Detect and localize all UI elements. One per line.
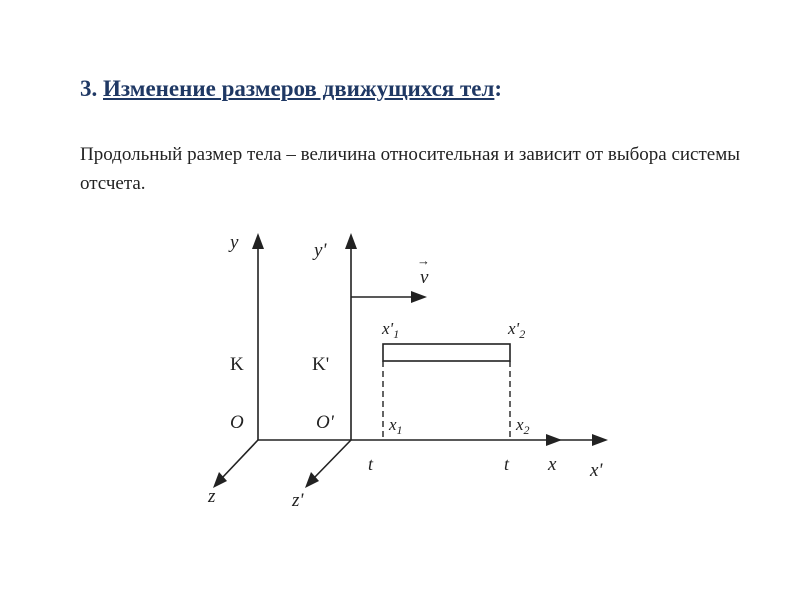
k-origin-label: O	[230, 412, 244, 433]
k-prime-z-label: z'	[292, 490, 304, 511]
velocity-arrowhead	[411, 291, 427, 303]
k-prime-y-label: y'	[314, 240, 327, 261]
k-y-label: y	[230, 232, 239, 253]
rod-top-left-label: $x'_1$	[382, 319, 400, 341]
k-prime-z-axis	[314, 440, 351, 478]
moving-rod	[383, 344, 510, 361]
title-text: Изменение размеров движущихся тел	[103, 76, 495, 101]
rod-bottom-right-label: $x_2$	[516, 415, 530, 437]
x-axis-label: x	[548, 454, 557, 475]
velocity-arrow-over: →	[417, 253, 430, 268]
k-prime-frame-label: K'	[312, 354, 330, 375]
rod-bottom-left-label: $x_1$	[389, 415, 403, 437]
title-number: 3.	[80, 76, 98, 101]
x-arrowhead	[546, 434, 562, 446]
k-y-arrowhead	[252, 233, 264, 249]
title-suffix: :	[494, 76, 503, 101]
body-text: Продольный размер тела – величина относительная и зависит от выбора системы отсчета.	[80, 144, 740, 194]
rod-top-right-label: $x'_2$	[508, 319, 526, 341]
time-label-left: t	[368, 454, 374, 474]
k-frame-label: K	[230, 354, 244, 375]
velocity-label: v	[420, 267, 429, 288]
k-z-axis	[222, 440, 258, 478]
k-prime-origin-label: O'	[316, 412, 334, 433]
x-prime-arrowhead	[592, 434, 608, 446]
x-prime-axis-label: x'	[590, 460, 603, 481]
time-label-right: t	[504, 454, 510, 474]
k-prime-y-arrowhead	[345, 233, 357, 249]
k-z-label: z	[208, 486, 216, 507]
